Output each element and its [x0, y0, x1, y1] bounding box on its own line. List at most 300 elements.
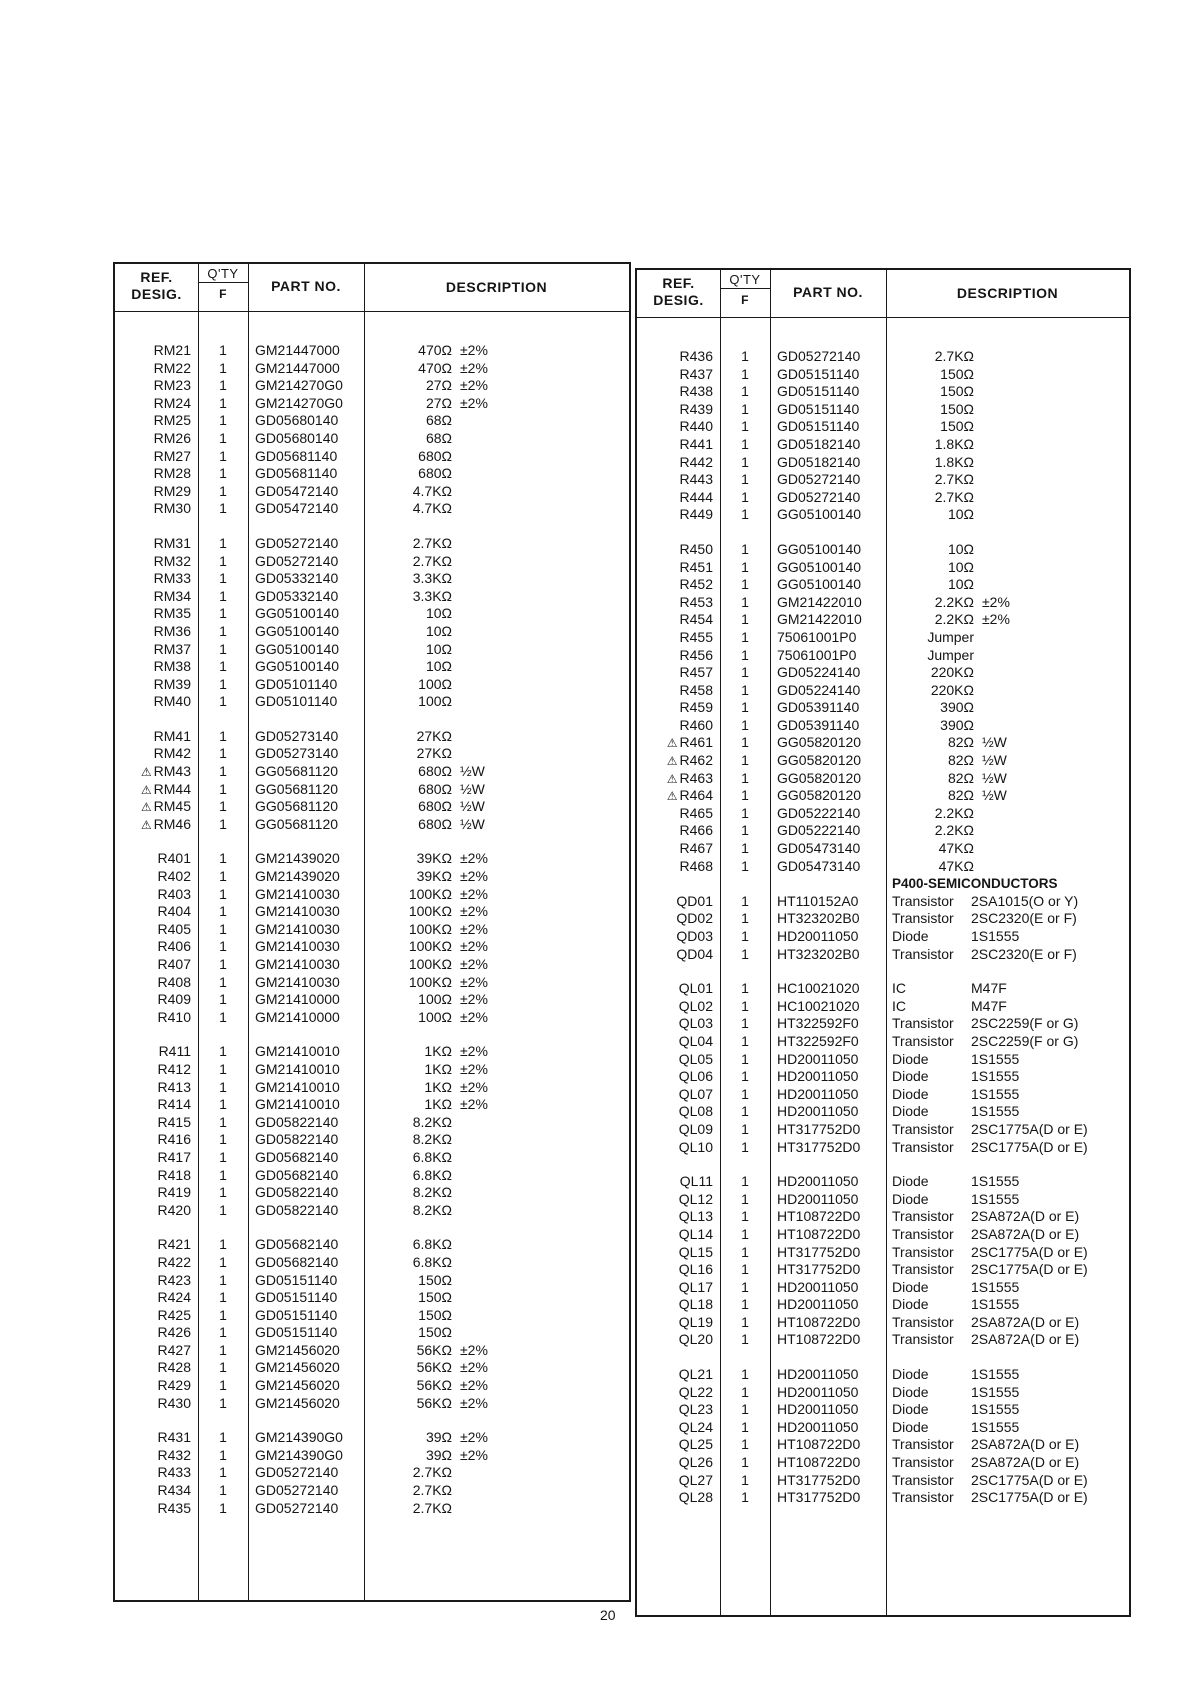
- ref-desig: [643, 348, 713, 366]
- value: 3.3KΩ: [412, 570, 452, 587]
- ref-text: RM26: [153, 429, 191, 446]
- ref-text: R415: [157, 1113, 191, 1130]
- quantity: 1: [219, 885, 227, 902]
- device-type: Transistor: [892, 1138, 954, 1155]
- value: 680Ω: [418, 763, 452, 780]
- ref-desig: [121, 676, 191, 694]
- device-number: 2SA872A(D or E): [971, 1454, 1080, 1471]
- value: 39Ω: [425, 1446, 452, 1463]
- ref-text: QL22: [678, 1383, 713, 1400]
- value: 680Ω: [418, 465, 452, 482]
- quantity: 1: [741, 1261, 749, 1278]
- table-row: [637, 1454, 1129, 1472]
- quantity: 1: [219, 1201, 227, 1218]
- ref-desig: [643, 980, 713, 998]
- quantity: 1: [741, 1208, 749, 1225]
- part-number: GG05100140: [777, 506, 862, 523]
- group-gap: [115, 1412, 629, 1429]
- ref-desig: [643, 418, 713, 436]
- part-number: HD20011050: [777, 1050, 859, 1067]
- part-number: GG05681120: [255, 798, 339, 815]
- ref-desig: [121, 781, 191, 800]
- ref-desig: [643, 1086, 713, 1104]
- table-row: [637, 946, 1129, 964]
- ref-text: R422: [157, 1253, 191, 1270]
- quantity: 1: [741, 1050, 749, 1067]
- table-row: [637, 1279, 1129, 1297]
- quantity: 1: [741, 1331, 749, 1348]
- ref-desig: [121, 956, 191, 974]
- quantity: 1: [741, 471, 749, 488]
- value: 82Ω: [947, 752, 974, 769]
- value: 2.7KΩ: [412, 534, 452, 551]
- tolerance: ±2%: [460, 973, 488, 990]
- value: 4.7KΩ: [412, 482, 452, 499]
- ref-text: R444: [679, 488, 713, 505]
- ref-desig: [643, 946, 713, 964]
- value: 10Ω: [947, 506, 974, 523]
- quantity: 1: [219, 658, 227, 675]
- header-divider: [115, 311, 629, 312]
- table-row: [637, 928, 1129, 946]
- part-number: HD20011050: [777, 1418, 859, 1435]
- quantity: 1: [741, 1313, 749, 1330]
- table-row: [115, 1464, 629, 1482]
- ref-desig: [643, 1331, 713, 1349]
- ref-desig: [643, 1419, 713, 1437]
- part-number: HT317752D0: [777, 1138, 861, 1155]
- part-number: GG05681120: [255, 780, 339, 797]
- value: 2.7KΩ: [412, 1464, 452, 1481]
- quantity: 1: [219, 412, 227, 429]
- ref-text: RM38: [153, 658, 191, 675]
- table-row: [637, 471, 1129, 489]
- ref-text: R425: [157, 1306, 191, 1323]
- quantity: 1: [219, 465, 227, 482]
- device-type: Transistor: [892, 1436, 954, 1453]
- tolerance: ±2%: [460, 868, 488, 885]
- quantity: 1: [741, 1454, 749, 1471]
- group-gap: [115, 833, 629, 850]
- ref-desig: [643, 682, 713, 700]
- part-number: GD05682140: [255, 1253, 339, 1270]
- ref-desig: [643, 1068, 713, 1086]
- table-row: [115, 1429, 629, 1447]
- ref-desig: [643, 1139, 713, 1157]
- table-row: [115, 448, 629, 466]
- ref-text: RM34: [153, 587, 191, 604]
- quantity: 1: [741, 593, 749, 610]
- device-type: Diode: [892, 1068, 929, 1085]
- ref-text: RM30: [153, 500, 191, 517]
- value: 150Ω: [940, 400, 974, 417]
- ref-text: QL24: [678, 1418, 713, 1435]
- table-row: [637, 1366, 1129, 1384]
- part-number: GD05273140: [255, 727, 339, 744]
- table-row: [115, 1096, 629, 1114]
- table-row: [115, 1254, 629, 1272]
- part-number: GM214390G0: [255, 1429, 343, 1446]
- ref-desig: [121, 886, 191, 904]
- quantity: 1: [219, 956, 227, 972]
- tolerance: ½W: [982, 734, 1007, 751]
- quantity: 1: [219, 903, 227, 920]
- quantity: 1: [219, 552, 227, 569]
- value: 150Ω: [940, 365, 974, 382]
- table-row: [115, 430, 629, 448]
- quantity: 1: [219, 938, 227, 955]
- part-number: HT108722D0: [777, 1208, 861, 1225]
- safety-warning-icon: ⚠: [666, 789, 678, 804]
- part-number: GM214270G0: [255, 377, 343, 394]
- ref-text: R419: [157, 1184, 191, 1201]
- value: 680Ω: [418, 447, 452, 464]
- ref-text: R459: [679, 699, 713, 716]
- part-number: GD05822140: [255, 1131, 339, 1148]
- value: 3.3KΩ: [412, 587, 452, 604]
- value: 6.8KΩ: [412, 1253, 452, 1270]
- ref-desig: [121, 921, 191, 939]
- table-row: [637, 1086, 1129, 1104]
- ref-text: R407: [157, 956, 191, 972]
- ref-desig: [643, 383, 713, 401]
- value: 2.2KΩ: [934, 804, 974, 821]
- part-number: GM214270G0: [255, 394, 343, 411]
- device-number: 1S1555: [971, 1085, 1020, 1102]
- quantity: 1: [741, 558, 749, 575]
- part-number: GD05332140: [255, 570, 339, 587]
- part-number: GD05473140: [777, 857, 861, 874]
- ref-text: RM27: [153, 447, 191, 464]
- table-row: [115, 956, 629, 974]
- table-row: [115, 974, 629, 992]
- tolerance: ½W: [982, 769, 1007, 786]
- value: 27Ω: [425, 394, 452, 411]
- part-number: GD05101140: [255, 693, 338, 710]
- ref-desig: [643, 998, 713, 1016]
- device-number: 2SA872A(D or E): [971, 1313, 1080, 1330]
- ref-text: RM35: [153, 605, 191, 622]
- ref-desig: [643, 1489, 713, 1507]
- table-row: [115, 921, 629, 939]
- quantity: 1: [741, 1296, 749, 1313]
- tolerance: ±2%: [460, 1096, 488, 1113]
- quantity: 1: [219, 622, 227, 639]
- part-number: GM21410010: [255, 1060, 340, 1077]
- part-number: GD05273140: [255, 745, 339, 762]
- ref-text: QL03: [678, 1015, 713, 1032]
- part-number: HD20011050: [777, 928, 859, 944]
- part-number: GM21439020: [255, 850, 340, 867]
- ref-text: R417: [157, 1148, 191, 1165]
- quantity: 1: [219, 377, 227, 394]
- tolerance: ±2%: [460, 1394, 488, 1411]
- ref-desig: [643, 910, 713, 928]
- part-number: GM214390G0: [255, 1446, 343, 1463]
- value: 10Ω: [425, 605, 452, 622]
- ref-desig: [121, 535, 191, 553]
- ref-desig: [643, 770, 713, 789]
- quantity: 1: [741, 400, 749, 417]
- quantity: 1: [219, 1499, 227, 1516]
- table-row: [637, 1173, 1129, 1191]
- value: 150Ω: [940, 418, 974, 435]
- ref-desig: [121, 1061, 191, 1079]
- ref-text: R403: [157, 885, 191, 902]
- value: 1.8KΩ: [934, 453, 974, 470]
- value: 1KΩ: [424, 1078, 452, 1095]
- table-row: [115, 1079, 629, 1097]
- quantity: 1: [219, 798, 227, 815]
- part-number: GD05182140: [777, 453, 861, 470]
- ref-text: R438: [679, 383, 713, 400]
- ref-desig: [121, 1009, 191, 1027]
- header-description: DESCRIPTION: [445, 279, 548, 295]
- device-number: 2SC1775A(D or E): [971, 1471, 1088, 1488]
- part-number: HT317752D0: [777, 1489, 861, 1506]
- value: 8.2KΩ: [412, 1113, 452, 1130]
- table-row: [115, 535, 629, 553]
- table-row: [637, 840, 1129, 858]
- ref-desig: [121, 1043, 191, 1061]
- part-number: GD05681140: [255, 465, 338, 482]
- tolerance: ½W: [982, 787, 1007, 804]
- tolerance: ±2%: [460, 1377, 488, 1394]
- ref-desig: [121, 868, 191, 886]
- value: 680Ω: [418, 798, 452, 815]
- ref-desig: [121, 974, 191, 992]
- part-number: GM21410000: [255, 1008, 340, 1025]
- tolerance: ½W: [460, 798, 485, 815]
- value: 100KΩ: [408, 938, 452, 955]
- ref-desig: [121, 1395, 191, 1413]
- table-row: [115, 465, 629, 483]
- quantity: 1: [741, 1225, 749, 1242]
- value: 150Ω: [418, 1271, 452, 1288]
- value: 2.2KΩ: [934, 822, 974, 839]
- ref-text: RM25: [153, 412, 191, 429]
- ref-text: QL06: [678, 1068, 713, 1085]
- ref-text: RM43: [153, 763, 191, 780]
- ref-desig: [121, 1482, 191, 1500]
- table-row: [637, 436, 1129, 454]
- ref-text: QL20: [678, 1331, 713, 1348]
- ref-text: R427: [157, 1341, 191, 1358]
- part-number: GD05272140: [777, 488, 861, 505]
- device-number: 2SC2320(E or F): [971, 945, 1077, 962]
- part-number: HD20011050: [777, 1068, 859, 1085]
- ref-text: R431: [157, 1429, 191, 1446]
- section-row: [637, 875, 1129, 893]
- part-number: GD05822140: [255, 1201, 339, 1218]
- quantity: 1: [741, 1243, 749, 1260]
- device-type: Transistor: [892, 1120, 954, 1137]
- value: 390Ω: [940, 699, 974, 716]
- safety-warning-icon: ⚠: [666, 754, 678, 769]
- part-number: GM21422010: [777, 593, 862, 610]
- ref-text: R439: [679, 400, 713, 417]
- ref-desig: [121, 1167, 191, 1185]
- device-type: Transistor: [892, 1208, 954, 1225]
- ref-text: R436: [679, 348, 713, 364]
- ref-desig: [643, 822, 713, 840]
- part-number: HD20011050: [777, 1296, 859, 1313]
- ref-text: R426: [157, 1324, 191, 1341]
- ref-desig: [643, 1121, 713, 1139]
- quantity: 1: [219, 1043, 227, 1060]
- ref-text: QL11: [679, 1173, 713, 1190]
- ref-desig: [121, 395, 191, 413]
- part-number: GG05100140: [255, 622, 340, 639]
- quantity: 1: [741, 1015, 749, 1032]
- quantity: 1: [219, 1359, 227, 1376]
- ref-text: R456: [679, 646, 713, 663]
- ref-desig: [643, 928, 713, 946]
- table-row: [637, 1419, 1129, 1437]
- ref-text: R429: [157, 1377, 191, 1394]
- ref-text: R452: [679, 576, 713, 593]
- ref-desig: [121, 1342, 191, 1360]
- device-type: Transistor: [892, 1489, 954, 1506]
- value: 150Ω: [418, 1324, 452, 1341]
- part-number: GD05681140: [255, 447, 338, 464]
- ref-text: RM44: [153, 780, 191, 797]
- value: 6.8KΩ: [412, 1148, 452, 1165]
- tolerance: ½W: [460, 780, 485, 797]
- ref-desig: [121, 1289, 191, 1307]
- ref-text: R412: [157, 1060, 191, 1077]
- quantity: 1: [219, 394, 227, 411]
- value: 68Ω: [425, 429, 452, 446]
- ref-text: RM24: [153, 394, 191, 411]
- device-type: IC: [892, 980, 906, 997]
- part-number: GG05820120: [777, 769, 862, 786]
- tolerance: ±2%: [460, 920, 488, 937]
- table-row: [115, 1377, 629, 1395]
- table-row: [115, 1324, 629, 1342]
- table-row: [637, 1226, 1129, 1244]
- part-number: GD05682140: [255, 1148, 339, 1165]
- part-number: HT108722D0: [777, 1313, 861, 1330]
- value: 2.7KΩ: [412, 1499, 452, 1516]
- part-number: GD05272140: [255, 534, 339, 551]
- header-f: F: [219, 287, 227, 301]
- ref-desig: [121, 1096, 191, 1114]
- device-type: Diode: [892, 1278, 929, 1295]
- quantity: 1: [219, 1306, 227, 1323]
- quantity: 1: [219, 973, 227, 990]
- part-number: HT317752D0: [777, 1471, 861, 1488]
- table-row: [115, 781, 629, 799]
- quantity: 1: [219, 1464, 227, 1481]
- quantity: 1: [741, 1366, 749, 1383]
- device-number: 1S1555: [971, 928, 1020, 944]
- part-number: GD05822140: [255, 1113, 339, 1130]
- part-number: HT322592F0: [777, 1032, 859, 1049]
- ref-desig: [643, 1384, 713, 1402]
- part-number: GD05332140: [255, 587, 339, 604]
- quantity: 1: [219, 1236, 227, 1253]
- device-number: M47F: [971, 997, 1007, 1014]
- ref-desig: [121, 430, 191, 448]
- quantity: 1: [741, 435, 749, 452]
- table-row: [115, 1289, 629, 1307]
- device-number: 2SA872A(D or E): [971, 1225, 1080, 1242]
- ref-text: R457: [679, 664, 713, 681]
- ref-desig: [643, 541, 713, 559]
- quantity: 1: [219, 920, 227, 937]
- device-number: 2SC2320(E or F): [971, 910, 1077, 927]
- qty-divider: [198, 282, 248, 283]
- table-row: [637, 752, 1129, 770]
- quantity: 1: [741, 1120, 749, 1137]
- table-row: [115, 641, 629, 659]
- value: 1KΩ: [424, 1060, 452, 1077]
- table-row: [637, 998, 1129, 1016]
- quantity: 1: [219, 815, 227, 832]
- ref-text: R434: [157, 1482, 191, 1499]
- ref-desig: [121, 693, 191, 711]
- ref-desig: [121, 570, 191, 588]
- tolerance: ±2%: [460, 850, 488, 867]
- quantity: 1: [219, 675, 227, 692]
- value: 2.2KΩ: [934, 611, 974, 628]
- ref-text: RM21: [153, 342, 191, 358]
- quantity: 1: [741, 997, 749, 1014]
- quantity: 1: [219, 868, 227, 885]
- part-number: GD05151140: [777, 400, 860, 417]
- ref-text: QL14: [678, 1225, 713, 1242]
- ref-desig: [643, 1472, 713, 1490]
- ref-text: R424: [157, 1289, 191, 1306]
- table-row: [637, 594, 1129, 612]
- ref-text: QL05: [678, 1050, 713, 1067]
- device-type: Diode: [892, 928, 929, 944]
- part-number: GD05473140: [777, 840, 861, 857]
- ref-text: RM28: [153, 465, 191, 482]
- ref-text: QL18: [678, 1296, 713, 1313]
- ref-desig: [121, 1254, 191, 1272]
- quantity: 1: [741, 787, 749, 804]
- part-number: GD05151140: [255, 1306, 338, 1323]
- ref-text: QL27: [678, 1471, 713, 1488]
- ref-desig: [643, 454, 713, 472]
- group-gap: [637, 1156, 1129, 1173]
- ref-text: R414: [157, 1096, 191, 1113]
- quantity: 1: [219, 1253, 227, 1270]
- table-row: [637, 559, 1129, 577]
- value: 680Ω: [418, 815, 452, 832]
- header-ref-desig: [115, 269, 198, 303]
- safety-warning-icon: ⚠: [140, 817, 152, 832]
- safety-warning-icon: ⚠: [140, 800, 152, 815]
- header-ref-text: REF.: [662, 275, 695, 291]
- header-f: F: [741, 293, 749, 307]
- device-type: Transistor: [892, 1225, 954, 1242]
- part-number: GD05682140: [255, 1166, 339, 1183]
- ref-desig: [643, 436, 713, 454]
- ref-desig: [121, 641, 191, 659]
- ref-text: R435: [157, 1499, 191, 1516]
- part-number: GM21410000: [255, 991, 340, 1008]
- part-number: GG05100140: [255, 658, 340, 675]
- ref-text: R405: [157, 920, 191, 937]
- quantity: 1: [741, 453, 749, 470]
- header-desig-text: DESIG.: [131, 286, 182, 302]
- quantity: 1: [219, 534, 227, 551]
- device-type: Transistor: [892, 1471, 954, 1488]
- part-number: GD05101140: [255, 675, 338, 692]
